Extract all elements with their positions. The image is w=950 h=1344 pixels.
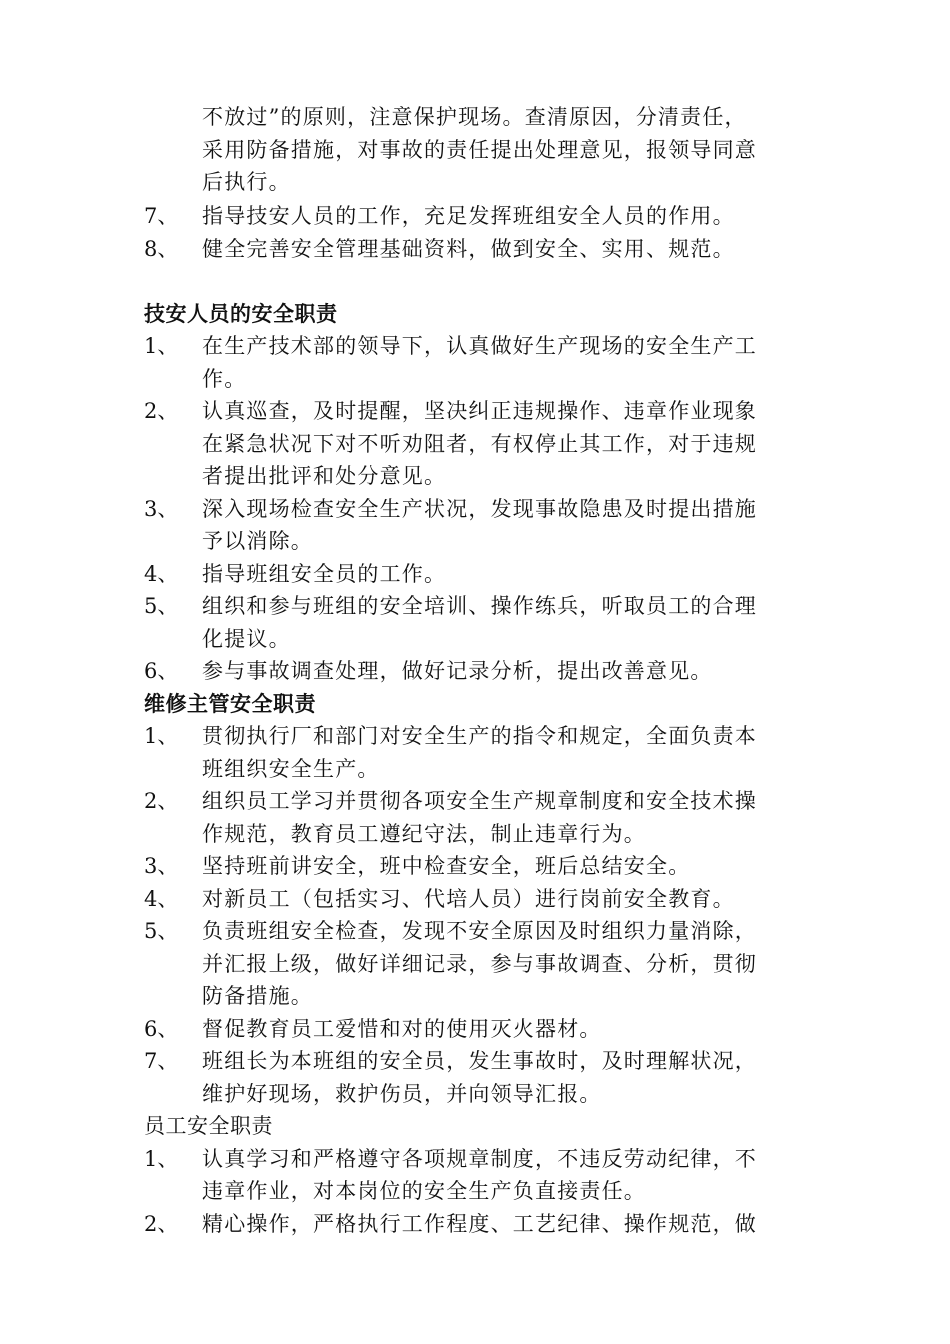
item-number: 1、 xyxy=(144,1146,179,1171)
item-text: 维护好现场，救护伤员，并向领导汇报。 xyxy=(202,1081,602,1106)
item-text: 认真巡查，及时提醒，坚决纠正违规操作、违章作业现象 xyxy=(202,399,757,423)
item-text: 在紧急状况下对不听劝阻者，有权停止其工作，对于违规 xyxy=(202,431,757,456)
list-item xyxy=(144,850,824,883)
item-text: 违章作业，对本岗位的安全生产负直接责任。 xyxy=(202,1179,646,1203)
list-item xyxy=(144,200,824,233)
item-text: 并汇报上级，做好详细记录，参与事故调查、分析，贯彻 xyxy=(202,951,757,976)
item-text: 健全完善安全管理基础资料，做到安全、实用、规范。 xyxy=(202,237,735,261)
list-item xyxy=(144,1045,824,1110)
list-item xyxy=(144,883,824,916)
list-item xyxy=(144,1208,824,1241)
item-text: 精心操作，严格执行工作程度、工艺纪律、操作规范，做 xyxy=(202,1211,757,1236)
item-number: 4、 xyxy=(144,886,179,911)
item-text: 者提出批评和处分意见。 xyxy=(202,464,447,488)
continued-line: 不放过”的原则，注意保护现场。查清原因，分清责任， xyxy=(202,105,747,129)
item-text: 认真学习和严格遵守各项规章制度，不违反劳动纪律，不 xyxy=(202,1146,757,1171)
item-text: 在生产技术部的领导下，认真做好生产现场的安全生产工 xyxy=(202,334,757,358)
item-text: 予以消除。 xyxy=(202,529,313,553)
section-heading: 维修主管安全职责 xyxy=(144,690,316,716)
item-text: 负责班组安全检查，发现不安全原因及时组织力量消除， xyxy=(202,919,757,943)
item-text: 对新员工（包括实习、代培人员）进行岗前安全教育。 xyxy=(202,886,735,911)
item-text: 组织和参与班组的安全培训、操作练兵，听取员工的合理 xyxy=(202,594,757,618)
item-number: 3、 xyxy=(144,854,179,878)
item-text: 作。 xyxy=(202,366,247,391)
item-text: 指导班组安全员的工作。 xyxy=(202,561,447,586)
item-number: 2、 xyxy=(144,789,179,813)
item-text: 督促教育员工爱惜和对的使用灭火器材。 xyxy=(202,1016,602,1041)
document-body xyxy=(144,101,824,1240)
item-text: 化提议。 xyxy=(202,626,291,651)
list-item xyxy=(144,395,824,493)
item-number: 7、 xyxy=(144,203,179,228)
section-heading: 技安人员的安全职责 xyxy=(144,300,338,326)
list-item xyxy=(144,1013,824,1046)
item-text: 班组长为本班组的安全员，发生事故时，及时理解状况， xyxy=(202,1049,757,1073)
item-number: 1、 xyxy=(144,334,179,358)
list-item xyxy=(144,558,824,591)
list-item xyxy=(144,785,824,850)
list-item xyxy=(144,493,824,558)
item-text: 防备措施。 xyxy=(202,984,313,1008)
list-item xyxy=(144,655,824,688)
item-number: 2、 xyxy=(144,399,179,423)
item-text: 贯彻执行厂和部门对安全生产的指令和规定，全面负责本 xyxy=(202,724,757,748)
item-number: 8、 xyxy=(144,237,179,261)
item-number: 7、 xyxy=(144,1049,179,1073)
item-number: 6、 xyxy=(144,659,179,683)
item-number: 5、 xyxy=(144,594,179,618)
item-text: 参与事故调查处理，做好记录分析，提出改善意见。 xyxy=(202,659,713,683)
item-number: 5、 xyxy=(144,919,179,943)
item-number: 2、 xyxy=(144,1211,179,1236)
item-number: 1、 xyxy=(144,724,179,748)
item-text: 组织员工学习并贯彻各项安全生产规章制度和安全技术操 xyxy=(202,789,757,813)
section-heading: 员工安全职责 xyxy=(144,1114,273,1138)
item-text: 作规范，教育员工遵纪守法，制止违章行为。 xyxy=(202,821,646,846)
item-number: 6、 xyxy=(144,1016,179,1041)
item-text: 指导技安人员的工作，充足发挥班组安全人员的作用。 xyxy=(202,203,735,228)
item-number: 3、 xyxy=(144,496,179,521)
list-item xyxy=(144,1143,824,1208)
item-text: 深入现场检查安全生产状况，发现事故隐患及时提出措施 xyxy=(202,496,757,521)
list-item xyxy=(144,330,824,395)
list-item xyxy=(144,590,824,655)
list-item xyxy=(144,720,824,785)
item-text: 坚持班前讲安全，班中检查安全，班后总结安全。 xyxy=(202,854,691,878)
list-item xyxy=(144,233,824,266)
continued-line: 后执行。 xyxy=(202,170,291,194)
continued-line: 采用防备措施，对事故的责任提出处理意见，报领导同意 xyxy=(202,137,757,162)
item-text: 班组织安全生产。 xyxy=(202,756,380,781)
continued-list-item xyxy=(144,101,824,199)
list-item xyxy=(144,915,824,1013)
item-number: 4、 xyxy=(144,561,179,586)
